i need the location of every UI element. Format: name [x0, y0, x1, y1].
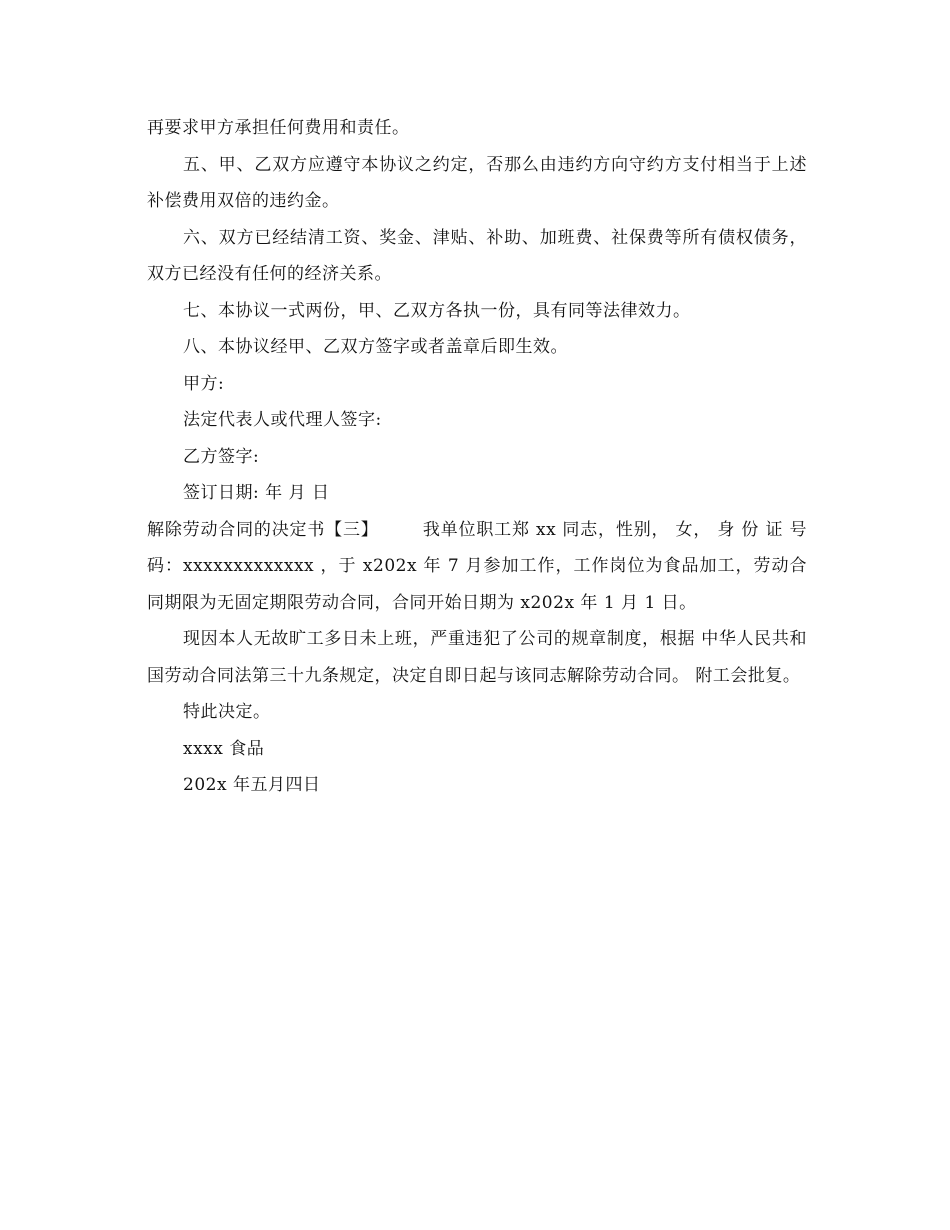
paragraph-decision: 特此决定。 — [183, 702, 271, 722]
signing-date-line: 签订日期: 年 月 日 — [183, 483, 330, 503]
section-paragraph — [147, 512, 807, 622]
paragraph-clause-5: 五、甲、乙双方应遵守本协议之约定，否那么由违约方向守约方支付相当于上述补偿费用双倍的违约金。 — [147, 154, 807, 211]
paragraph-clause-7: 七、本协议一式两份，甲、乙双方各执一份，具有同等法律效力。 — [183, 300, 691, 321]
paragraph-reason: 现因本人无故旷工多日未上班，严重违犯了公司的规章制度，根据 中华人民共和国劳动合同法第三十九条规定，决定自即日起与该同志解除劳动合同。 附工会批复。 — [147, 629, 807, 686]
company-name-line: xxxx 食品 — [183, 738, 265, 759]
party-b-signature-line: 乙方签字: — [183, 446, 260, 467]
decision-date-line: 202x 年五月四日 — [183, 775, 321, 795]
paragraph-continuation: 再要求甲方承担任何费用和责任。 — [147, 118, 410, 138]
section-intro: 我单位职工郑 xx 同志，性别， 女， 身 份 证 号 码：xxxxxxxxxxxxx ，于 x202x 年 7 月参加工作，工作岗位为食品加工，劳动合同期限为无固定期限劳动合同，合同开始日期为 x202x 年 1 月 1 日。 — [147, 519, 807, 613]
party-a-line: 甲方: — [183, 373, 225, 394]
paragraph-clause-6: 六、双方已经结清工资、奖金、津贴、补助、加班费、社保费等所有债权债务，双方已经没有任何的经济关系。 — [147, 227, 807, 284]
legal-representative-line: 法定代表人或代理人签字: — [183, 410, 382, 430]
section-heading: 解除劳动合同的决定书【三】 — [147, 519, 379, 540]
document-page — [147, 110, 807, 804]
paragraph-clause-8: 八、本协议经甲、乙双方签字或者盖章后即生效。 — [183, 337, 568, 357]
